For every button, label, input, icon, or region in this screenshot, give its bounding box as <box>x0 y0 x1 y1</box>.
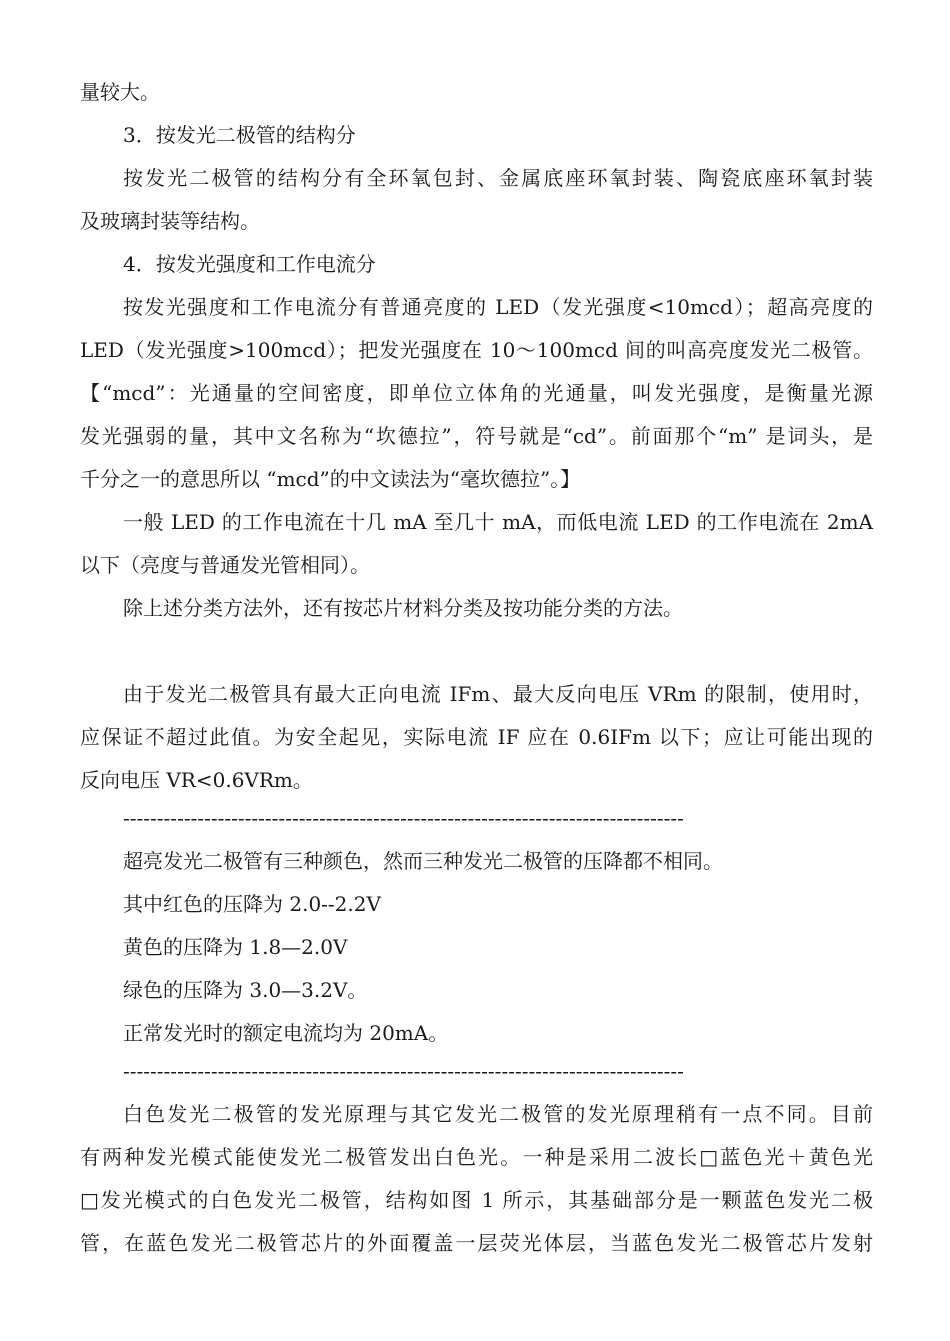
text-line: 按发光二极管的结构分有全环氧包封、金属底座环氧封装、陶瓷底座环氧封装 <box>123 166 873 190</box>
text-line: 由于发光二极管具有最大正向电流 IFm、最大反向电压 VRm 的限制，使用时， <box>123 682 873 706</box>
text-line: 白色发光二极管的发光原理与其它发光二极管的发光原理稍有一点不同。目前 <box>123 1102 873 1126</box>
text-line: 除上述分类方法外，还有按芯片材料分类及按功能分类的方法。 <box>123 596 683 620</box>
text-line: 绿色的压降为 3.0—3.2V。 <box>123 978 368 1002</box>
text-line: 正常发光时的额定电流均为 20mA。 <box>123 1021 449 1045</box>
text-line: 管，在蓝色发光二极管芯片的外面覆盖一层荧光体层，当蓝色发光二极管芯片发射 <box>80 1231 873 1255</box>
text-line: 按发光强度和工作电流分有普通亮度的 LED（发光强度<10mcd）；超高亮度的 <box>123 295 873 319</box>
text-line: 千分之一的意思所以 “mcd”的中文读法为“毫坎德拉”。】 <box>80 467 581 491</box>
divider-line: ----------------------------------------------------------------------------------- <box>123 1059 684 1083</box>
text-line: 反向电压 VR<0.6VRm。 <box>80 768 313 792</box>
text-line: 黄色的压降为 1.8—2.0V <box>123 935 348 959</box>
text-line: 应保证不超过此值。为安全起见，实际电流 IF 应在 0.6IFm 以下；应让可能出现的 <box>80 725 873 749</box>
section-heading: 4．按发光强度和工作电流分 <box>123 252 376 276</box>
text-line: 发光强弱的量，其中文名称为“坎德拉”，符号就是“cd”。前面那个“m” 是词头，是 <box>80 424 873 448</box>
text-line: 有两种发光模式能使发光二极管发出白色光。一种是采用二波长□蓝色光＋黄色光 <box>80 1145 873 1169</box>
section-heading: 3．按发光二极管的结构分 <box>123 123 356 147</box>
text-line: 【“mcd”：光通量的空间密度，即单位立体角的光通量，叫发光强度，是衡量光源 <box>80 381 873 405</box>
text-line: 以下（亮度与普通发光管相同）。 <box>80 553 370 577</box>
text-line: LED（发光强度>100mcd）；把发光强度在 10～100mcd 间的叫高亮度发光二极管。 <box>80 338 873 362</box>
text-line: 超亮发光二极管有三种颜色，然而三种发光二极管的压降都不相同。 <box>123 849 723 873</box>
divider-line: ----------------------------------------------------------------------------------- <box>123 806 684 830</box>
text-line: 一般 LED 的工作电流在十几 mA 至几十 mA，而低电流 LED 的工作电流在 2mA <box>123 510 873 534</box>
text-line: 及玻璃封装等结构。 <box>80 209 260 233</box>
text-line: □发光模式的白色发光二极管，结构如图 1 所示，其基础部分是一颗蓝色发光二极 <box>80 1188 873 1212</box>
text-line: 量较大。 <box>80 80 160 104</box>
text-line: 其中红色的压降为 2.0--2.2V <box>123 892 381 916</box>
